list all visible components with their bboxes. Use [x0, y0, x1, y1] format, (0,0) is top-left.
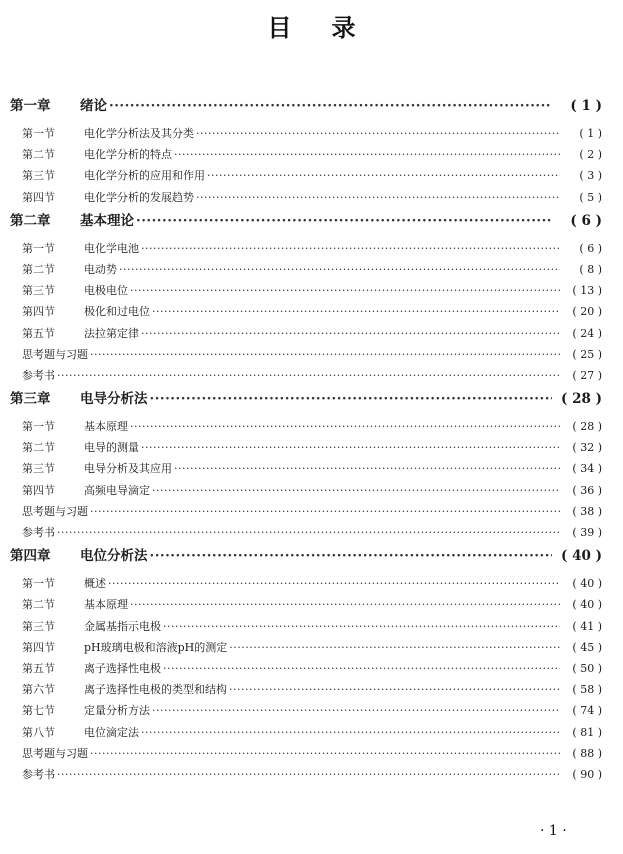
dot-leader: [109, 93, 552, 119]
section-page: ( 24 ): [572, 326, 602, 340]
dot-leader: [57, 522, 560, 543]
section-page: ( 34 ): [572, 462, 602, 476]
section-number: 第五节: [22, 661, 55, 675]
dot-leader: [229, 679, 560, 700]
dot-leader: [108, 573, 560, 594]
section-title: 思考题与习题: [22, 746, 88, 760]
section-number: 第三节: [22, 462, 55, 476]
dot-leader: [229, 637, 560, 658]
section-page: ( 27 ): [572, 368, 602, 382]
page-title: [0, 8, 623, 43]
section-page: ( 40 ): [572, 577, 602, 591]
section-page: ( 5 ): [579, 190, 602, 204]
toc-section[interactable]: [10, 722, 602, 743]
section-page: ( 36 ): [572, 483, 602, 497]
section-page: ( 3 ): [579, 169, 602, 183]
section-title: 电化学分析的特点: [84, 148, 172, 162]
dot-leader: [90, 344, 560, 365]
section-page: ( 58 ): [572, 683, 602, 697]
dot-leader: [196, 123, 560, 144]
section-page: ( 25 ): [572, 347, 602, 361]
section-number: 第四节: [22, 640, 55, 654]
dot-leader: [130, 594, 560, 615]
toc-section[interactable]: [10, 165, 602, 186]
dot-leader: [141, 722, 560, 743]
toc-chapter-3[interactable]: [10, 386, 602, 412]
dot-leader: [152, 700, 560, 721]
section-title: 金属基指示电极: [84, 619, 161, 633]
section-page: ( 81 ): [572, 725, 602, 739]
section-title: 高频电导滴定: [84, 483, 150, 497]
chapter-title: 基本理论: [80, 212, 134, 229]
toc-section[interactable]: [10, 123, 602, 144]
section-number: 第三节: [22, 169, 55, 183]
section-page: ( 90 ): [572, 767, 602, 781]
dot-leader: [150, 543, 553, 569]
section-number: 第一节: [22, 241, 55, 255]
section-number: 第四节: [22, 483, 55, 497]
toc-section[interactable]: [10, 323, 602, 344]
toc-section[interactable]: [10, 573, 602, 594]
dot-leader: [119, 259, 560, 280]
section-number: 第一节: [22, 577, 55, 591]
section-number: 第二节: [22, 598, 55, 612]
chapter-title: 绪论: [80, 98, 107, 114]
dot-leader: [174, 458, 560, 479]
dot-leader: [136, 208, 552, 234]
section-number: 第一节: [22, 420, 55, 434]
section-title: 电极电位: [84, 284, 128, 298]
section-page: ( 39 ): [572, 526, 602, 539]
toc-section[interactable]: [10, 679, 602, 700]
section-title: 思考题与习题: [22, 347, 88, 361]
section-title: 电动势: [84, 262, 117, 276]
toc-section[interactable]: [10, 238, 602, 259]
toc-section[interactable]: [10, 594, 602, 615]
toc-section[interactable]: [10, 365, 602, 386]
toc-section[interactable]: [10, 144, 602, 165]
toc-section[interactable]: [10, 259, 602, 280]
dot-leader: [163, 616, 560, 637]
section-title: 电导分析及其应用: [84, 462, 172, 476]
dot-leader: [163, 658, 560, 679]
section-page: ( 1 ): [579, 127, 602, 140]
toc-section[interactable]: [10, 764, 602, 785]
dot-leader: [152, 480, 560, 501]
section-title: 定量分析方法: [84, 704, 150, 718]
dot-leader: [152, 301, 560, 322]
toc-section[interactable]: [10, 700, 602, 721]
toc-chapter-4[interactable]: [10, 543, 602, 569]
section-title: 参考书: [22, 368, 55, 382]
section-number: 第七节: [22, 704, 55, 718]
toc-section[interactable]: [10, 616, 602, 637]
toc-section[interactable]: [10, 480, 602, 501]
dot-leader: [141, 437, 560, 458]
dot-leader: [90, 501, 560, 522]
dot-leader: [130, 416, 560, 437]
section-title: 电化学分析的发展趋势: [84, 190, 194, 204]
section-page: ( 50 ): [572, 661, 602, 675]
section-title: 概述: [84, 577, 106, 591]
section-page: ( 6 ): [579, 241, 602, 255]
section-title: 参考书: [22, 767, 55, 781]
toc-section[interactable]: [10, 301, 602, 322]
section-title: 基本原理: [84, 420, 128, 434]
dot-leader: [196, 187, 560, 208]
section-title: 离子选择性电极的类型和结构: [84, 683, 227, 697]
section-title: 思考题与习题: [22, 504, 88, 518]
section-title: 离子选择性电极: [84, 661, 161, 675]
toc-section[interactable]: [10, 187, 602, 208]
dot-leader: [141, 323, 560, 344]
section-page: ( 38 ): [572, 504, 602, 518]
dot-leader: [150, 386, 553, 412]
toc-section[interactable]: [10, 344, 602, 365]
section-title: 电化学分析法及其分类: [84, 127, 194, 140]
page-number: · 1 ·: [540, 823, 567, 839]
section-page: ( 13 ): [572, 284, 602, 298]
toc-section[interactable]: [10, 637, 602, 658]
section-page: ( 8 ): [579, 262, 602, 276]
section-number: 第二节: [22, 441, 55, 455]
section-number: 第三节: [22, 619, 55, 633]
toc-section[interactable]: [10, 522, 602, 543]
section-title: 电导的测量: [84, 441, 139, 455]
section-page: ( 2 ): [579, 148, 602, 162]
section-title: 法拉第定律: [84, 326, 139, 340]
section-page: ( 28 ): [572, 420, 602, 434]
toc-section[interactable]: [10, 658, 602, 679]
section-title: 参考书: [22, 526, 55, 539]
section-number: 第一节: [22, 127, 55, 140]
title-char-2: 录: [331, 13, 356, 42]
chapter-page: ( 6 ): [570, 212, 602, 229]
chapter-number: 第二章: [10, 212, 51, 229]
section-number: 第五节: [22, 326, 55, 340]
dot-leader: [57, 764, 560, 785]
dot-leader: [130, 280, 560, 301]
section-number: 第二节: [22, 262, 55, 276]
section-title: 基本原理: [84, 598, 128, 612]
toc-chapter-2[interactable]: [10, 208, 602, 234]
dot-leader: [174, 144, 560, 165]
chapter-number: 第四章: [10, 548, 51, 565]
toc-section[interactable]: [10, 416, 602, 437]
section-page: ( 88 ): [572, 746, 602, 760]
section-page: ( 45 ): [572, 640, 602, 654]
chapter-page: ( 1 ): [570, 98, 602, 114]
section-page: ( 20 ): [572, 305, 602, 319]
toc-section[interactable]: [10, 458, 602, 479]
section-title: 电化学电池: [84, 241, 139, 255]
section-number: 第三节: [22, 284, 55, 298]
chapter-title: 电位分析法: [80, 548, 148, 565]
section-title: 极化和过电位: [84, 305, 150, 319]
section-number: 第四节: [22, 190, 55, 204]
section-page: ( 32 ): [572, 441, 602, 455]
toc-chapter-1[interactable]: [10, 93, 602, 119]
dot-leader: [141, 238, 560, 259]
section-title: 电位滴定法: [84, 725, 139, 739]
section-number: 第二节: [22, 148, 55, 162]
chapter-title: 电导分析法: [80, 391, 148, 408]
toc-section[interactable]: [10, 280, 602, 301]
section-number: 第四节: [22, 305, 55, 319]
chapter-number: 第一章: [10, 98, 51, 114]
table-of-contents: [10, 93, 602, 785]
section-page: ( 40 ): [572, 598, 602, 612]
chapter-page: ( 40 ): [561, 548, 602, 565]
section-number: 第八节: [22, 725, 55, 739]
section-page: ( 74 ): [572, 704, 602, 718]
dot-leader: [207, 165, 560, 186]
chapter-number: 第三章: [10, 391, 51, 408]
section-page: ( 41 ): [572, 619, 602, 633]
chapter-page: ( 28 ): [561, 391, 602, 408]
section-title: 电化学分析的应用和作用: [84, 169, 205, 183]
toc-section[interactable]: [10, 743, 602, 764]
title-char-1: 目: [267, 13, 292, 42]
dot-leader: [90, 743, 560, 764]
section-number: 第六节: [22, 683, 55, 697]
toc-section[interactable]: [10, 437, 602, 458]
section-title: pH玻璃电极和溶液pH的测定: [84, 640, 228, 654]
dot-leader: [57, 365, 560, 386]
toc-section[interactable]: [10, 501, 602, 522]
